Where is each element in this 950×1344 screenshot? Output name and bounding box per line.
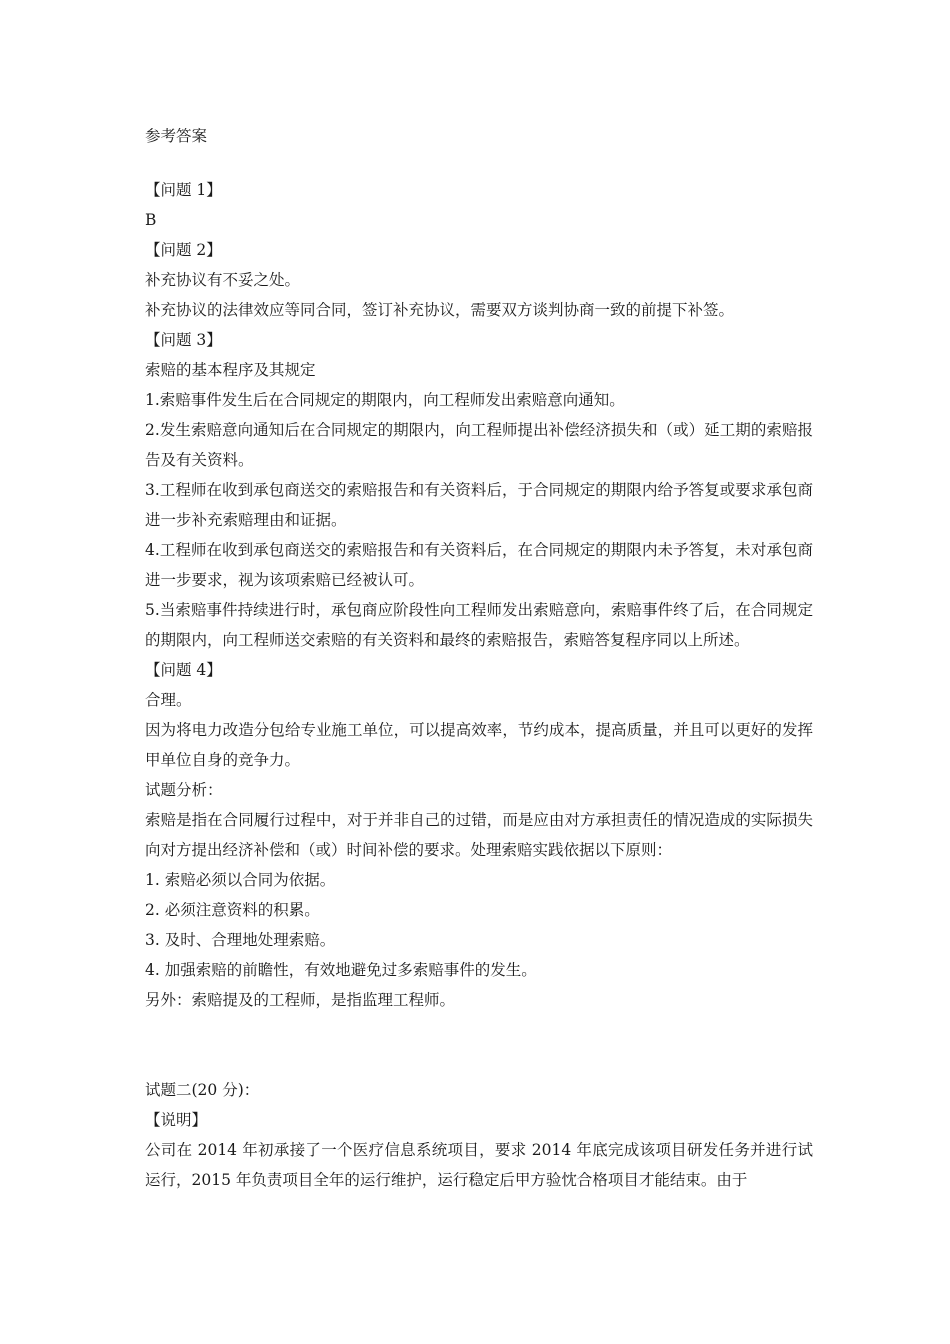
principle-item: 1. 索赔必须以合同为依据。 [145, 871, 336, 889]
answer-text: 索赔的基本程序及其规定 [145, 361, 316, 379]
page-title: 参考答案 [145, 127, 208, 145]
question-2-heading: 【问题 2】 [145, 241, 222, 259]
answer-text: 补充协议有不妥之处。 [145, 271, 301, 289]
answer-text: 合理。 [145, 691, 192, 709]
note-text: 另外：索赔提及的工程师，是指监理工程师。 [145, 991, 456, 1009]
list-item: 5.当索赔事件持续进行时，承包商应阶段性向工程师发出索赔意向，索赔事件终了后，在合同规定的期限内，向工程师送交索赔的有关资料和最终的索赔报告，索赔答复程序同以上所述。 [145, 601, 813, 649]
principle-item: 4. 加强索赔的前瞻性，有效地避免过多索赔事件的发生。 [145, 961, 537, 979]
section-gap [145, 1015, 813, 1075]
description-text: 公司在 2014 年初承接了一个医疗信息系统项目，要求 2014 年底完成该项目研发任务并进行试运行，2015 年负责项目全年的运行维护，运行稳定后甲方验忱合格项目才能结束。由于 [145, 1141, 813, 1189]
question-1-heading: 【问题 1】 [145, 181, 222, 199]
description-heading: 【说明】 [145, 1111, 208, 1129]
list-item: 4.工程师在收到承包商送交的索赔报告和有关资料后，在合同规定的期限内未予答复，未对承包商进一步要求，视为该项索赔已经被认可。 [145, 541, 813, 589]
analysis-text: 索赔是指在合同履行过程中，对于并非自己的过错，而是应由对方承担责任的情况造成的实际损失向对方提出经济补偿和（或）时间补偿的要求。处理索赔实践依据以下原则： [145, 811, 813, 859]
analysis-heading: 试题分析： [145, 781, 223, 799]
principle-item: 2. 必须注意资料的积累。 [145, 901, 320, 919]
question-two-heading: 试题二(20 分)： [145, 1081, 260, 1099]
answer-text: 因为将电力改造分包给专业施工单位，可以提高效率，节约成本，提高质量，并且可以更好的发挥甲单位自身的竞争力。 [145, 721, 813, 769]
question-3-heading: 【问题 3】 [145, 331, 222, 349]
document-body [145, 175, 813, 1195]
question-4-heading: 【问题 4】 [145, 661, 222, 679]
list-item: 1.索赔事件发生后在合同规定的期限内，向工程师发出索赔意向通知。 [145, 391, 625, 409]
list-item: 3.工程师在收到承包商送交的索赔报告和有关资料后，于合同规定的期限内给予答复或要求承包商进一步补充索赔理由和证据。 [145, 481, 813, 529]
answer-text: B [145, 211, 157, 229]
answer-text: 补充协议的法律效应等同合同，签订补充协议，需要双方谈判协商一致的前提下补签。 [145, 301, 735, 319]
principle-item: 3. 及时、合理地处理索赔。 [145, 931, 336, 949]
list-item: 2.发生索赔意向通知后在合同规定的期限内，向工程师提出补偿经济损失和（或）延工期的索赔报告及有关资料。 [145, 421, 813, 469]
